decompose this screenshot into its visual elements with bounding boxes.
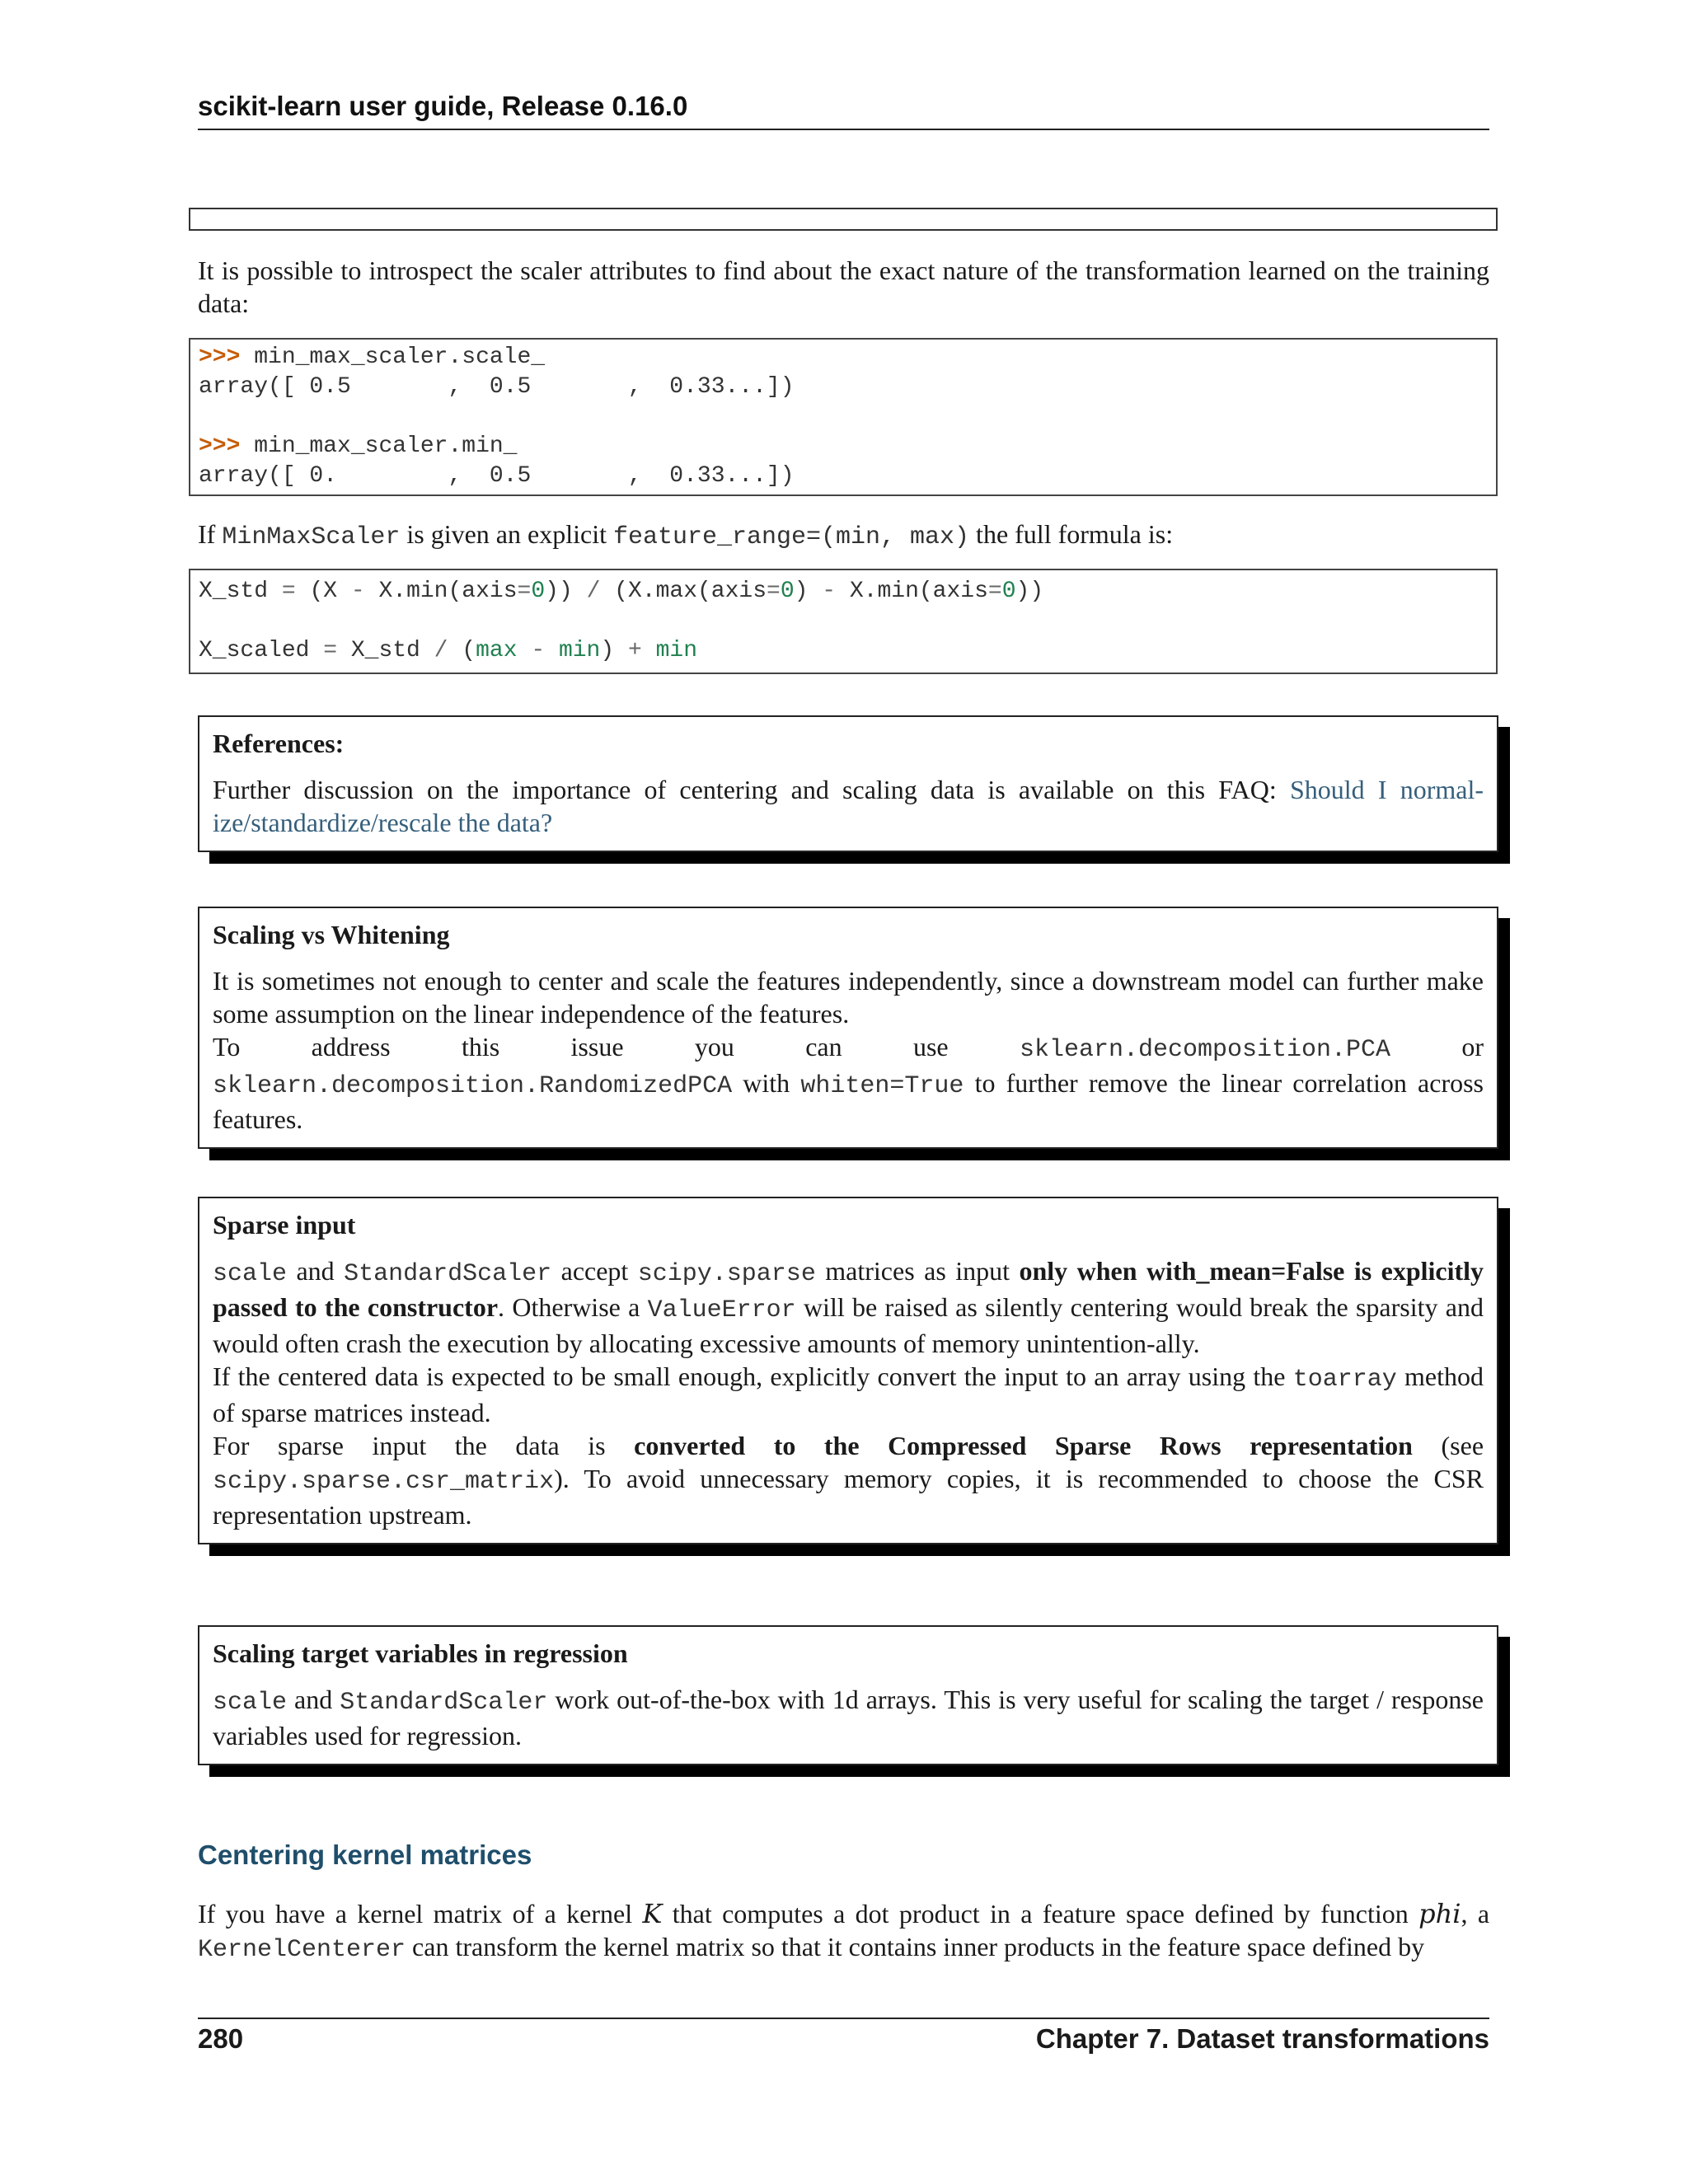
bold-text: only when with_mean=False is explicitly passed to the constructor xyxy=(213,1256,1484,1322)
text: or xyxy=(1390,1032,1484,1062)
text: , a xyxy=(1461,1899,1490,1929)
sparse-box xyxy=(198,1197,1498,1544)
regression-text xyxy=(213,1683,1484,1752)
text: that computes a dot product in a feature space defined by function xyxy=(662,1899,1419,1929)
inline-code: KernelCenterer xyxy=(198,1936,406,1964)
references-text xyxy=(213,773,1484,839)
text: can transform the kernel matrix so that it contains inner products in the feature space defined by xyxy=(406,1932,1425,1961)
text: To address this issue you can use xyxy=(213,1032,1020,1062)
running-header: scikit-learn user guide, Release 0.16.0 xyxy=(198,91,1489,130)
text: If the centered data is expected to be small enough, explicitly convert the input to an array using the xyxy=(213,1361,1293,1391)
inline-code: whiten=True xyxy=(800,1072,964,1100)
code-block-attributes[interactable] xyxy=(189,338,1498,496)
empty-box xyxy=(189,208,1498,231)
text: If you have a kernel matrix of a kernel xyxy=(198,1899,643,1929)
code-line: min_max_scaler.min_ xyxy=(240,434,518,459)
inline-code: StandardScaler xyxy=(344,1260,552,1288)
text: is given an explicit xyxy=(400,519,613,549)
prompt: >>> xyxy=(199,344,241,370)
inline-code: scale xyxy=(213,1260,288,1288)
text: with xyxy=(732,1068,801,1098)
inline-code: StandardScaler xyxy=(340,1689,548,1717)
faq-link[interactable]: Should I normal-ize/standardize/rescale the data? xyxy=(213,775,1484,837)
math-symbol: K xyxy=(642,1898,663,1929)
prompt: >>> xyxy=(199,434,241,459)
text: and xyxy=(287,1256,345,1286)
inline-code: MinMaxScaler xyxy=(222,523,401,551)
text: the full formula is: xyxy=(969,519,1174,549)
whitening-title: Scaling vs Whitening xyxy=(213,920,450,949)
text: Further discussion on the importance of centering and scaling data is available on this FAQ: xyxy=(213,775,1290,804)
text: method of sparse matrices instead. xyxy=(213,1361,1484,1427)
kernel-paragraph xyxy=(198,1897,1489,1966)
inline-code: sklearn.decomposition.PCA xyxy=(1019,1036,1391,1064)
sparse-text-3 xyxy=(213,1429,1484,1531)
text: and xyxy=(287,1685,340,1714)
text: to further remove the linear correlation across features. xyxy=(213,1068,1484,1134)
sparse-title: Sparse input xyxy=(213,1210,356,1240)
whitening-text-2 xyxy=(213,1030,1484,1136)
whitening-box xyxy=(198,907,1498,1149)
inline-code: sklearn.decomposition.RandomizedPCA xyxy=(213,1072,733,1100)
regression-title: Scaling target variables in regression xyxy=(213,1638,628,1668)
text: ). To avoid unnecessary memory copies, it is recommended to choose the CSR representation upstream. xyxy=(213,1464,1484,1530)
code-output: array([ 0.5 , 0.5 , 0.33...]) xyxy=(199,374,795,400)
text: If xyxy=(198,519,223,549)
chapter-title: Chapter 7. Dataset transformations xyxy=(1035,2023,1489,2054)
inline-code: feature_range=(min, max) xyxy=(612,523,970,551)
whitening-text-1: It is sometimes not enough to center and scale the features independently, since a downstream model can further make some assumption on the linear independence of the features. xyxy=(213,966,1484,1029)
formula-paragraph xyxy=(198,518,1489,554)
references-title: References: xyxy=(213,729,345,758)
code-line: min_max_scaler.scale_ xyxy=(240,344,546,370)
text: matrices as input xyxy=(815,1256,1020,1286)
footer-rule xyxy=(198,2018,1489,2019)
text: For sparse input the data is xyxy=(213,1431,635,1460)
text: will be raised as silently centering would break the sparsity and would often crash the execution by allocating excessive amounts of memory unintention-ally. xyxy=(213,1292,1484,1358)
references-box xyxy=(198,715,1498,852)
regression-box xyxy=(198,1625,1498,1765)
text: (see xyxy=(1412,1431,1484,1460)
page-number: 280 xyxy=(198,2023,244,2054)
bold-text: converted to the Compressed Sparse Rows representation xyxy=(634,1431,1413,1460)
text: accept xyxy=(551,1256,638,1286)
inline-code: toarray xyxy=(1292,1366,1397,1394)
math-symbol: phi xyxy=(1418,1898,1461,1929)
code-output: array([ 0. , 0.5 , 0.33...]) xyxy=(199,463,795,489)
inline-code: scipy.sparse.csr_matrix xyxy=(213,1468,555,1496)
sparse-text-2 xyxy=(213,1360,1484,1429)
inline-code: scipy.sparse xyxy=(637,1260,816,1288)
page xyxy=(198,0,1489,2184)
code-block-formula[interactable]: X_std = (X - X.min(axis=0)) / (X.max(axis=0) - X.min(axis=0)) X_scaled = X_std / (max - min) + min xyxy=(189,569,1498,674)
sparse-text-1 xyxy=(213,1254,1484,1360)
text: work out-of-the-box with 1d arrays. This is very useful for scaling the target / response variables used for regression. xyxy=(213,1685,1484,1750)
intro-paragraph: It is possible to introspect the scaler attributes to find about the exact nature of the transformation learned on the training data: xyxy=(198,255,1489,318)
text: . Otherwise a xyxy=(498,1292,648,1322)
section-title: Centering kernel matrices xyxy=(198,1840,532,1870)
inline-code: scale xyxy=(213,1689,288,1717)
inline-code: ValueError xyxy=(647,1296,796,1324)
